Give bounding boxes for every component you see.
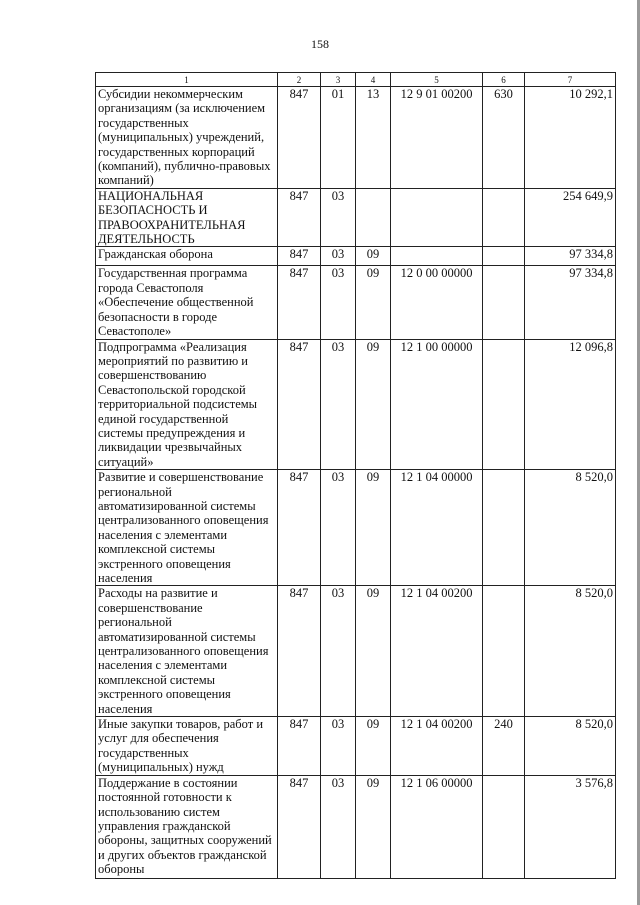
row-code-type <box>483 775 525 878</box>
row-amount: 97 334,8 <box>525 247 616 266</box>
table-row <box>96 470 616 586</box>
table-row <box>96 717 616 776</box>
row-amount: 8 520,0 <box>525 470 616 586</box>
table-row <box>96 266 616 339</box>
row-code-type <box>483 247 525 266</box>
row-code-ved: 847 <box>278 188 321 247</box>
row-code-subsection: 09 <box>356 717 391 776</box>
column-header: 5 <box>391 73 483 87</box>
row-name: Поддержание в состоянии постоянной готовности к использованию систем управления гражданской обороны, защитных сооружений и других объектов гражданской обороны <box>96 775 278 878</box>
table-row <box>96 775 616 878</box>
row-code-target: 12 0 00 00000 <box>391 266 483 339</box>
row-code-ved: 847 <box>278 775 321 878</box>
row-code-target: 12 1 00 00000 <box>391 339 483 470</box>
table-row <box>96 339 616 470</box>
row-code-type: 240 <box>483 717 525 776</box>
row-name: Государственная программа города Севастополя «Обеспечение общественной безопасности в городе Севастополе» <box>96 266 278 339</box>
row-code-ved: 847 <box>278 339 321 470</box>
row-code-type <box>483 586 525 717</box>
row-code-subsection: 09 <box>356 470 391 586</box>
row-code-subsection: 09 <box>356 247 391 266</box>
row-code-target: 12 1 04 00200 <box>391 586 483 717</box>
row-code-target: 12 1 04 00200 <box>391 717 483 776</box>
row-code-type <box>483 188 525 247</box>
row-code-subsection: 09 <box>356 775 391 878</box>
row-amount: 8 520,0 <box>525 717 616 776</box>
row-code-ved: 847 <box>278 87 321 189</box>
budget-table <box>95 72 616 879</box>
row-code-ved: 847 <box>278 266 321 339</box>
column-header: 3 <box>321 73 356 87</box>
row-code-section: 03 <box>321 470 356 586</box>
table-row <box>96 188 616 247</box>
row-code-ved: 847 <box>278 470 321 586</box>
row-name: Развитие и совершенствование региональной автоматизированной системы централизованного оповещения населения с элементами комплексной системы экстренного оповещения населения <box>96 470 278 586</box>
row-amount: 8 520,0 <box>525 586 616 717</box>
row-code-ved: 847 <box>278 586 321 717</box>
row-code-section: 03 <box>321 339 356 470</box>
row-code-type: 630 <box>483 87 525 189</box>
row-code-type <box>483 266 525 339</box>
row-code-target: 12 1 04 00000 <box>391 470 483 586</box>
row-code-section: 03 <box>321 586 356 717</box>
row-code-target <box>391 247 483 266</box>
row-code-target: 12 9 01 00200 <box>391 87 483 189</box>
row-name: Субсидии некоммерческим организациям (за исключением государственных (муниципальных) учреждений, государственных корпораций (компаний), публично-правовых компаний) <box>96 87 278 189</box>
row-code-section: 03 <box>321 717 356 776</box>
row-code-target <box>391 188 483 247</box>
row-code-subsection: 09 <box>356 339 391 470</box>
column-header: 7 <box>525 73 616 87</box>
row-amount: 12 096,8 <box>525 339 616 470</box>
row-code-ved: 847 <box>278 247 321 266</box>
row-code-target: 12 1 06 00000 <box>391 775 483 878</box>
column-header: 2 <box>278 73 321 87</box>
row-code-type <box>483 470 525 586</box>
row-amount: 97 334,8 <box>525 266 616 339</box>
row-name: Расходы на развитие и совершенствование региональной автоматизированной системы централизованного оповещения населения с элементами комплексной системы экстренного оповещения населения <box>96 586 278 717</box>
row-code-subsection: 09 <box>356 266 391 339</box>
row-amount: 254 649,9 <box>525 188 616 247</box>
table-row <box>96 586 616 717</box>
row-code-ved: 847 <box>278 717 321 776</box>
table-row <box>96 87 616 189</box>
row-code-subsection <box>356 188 391 247</box>
row-name: Гражданская оборона <box>96 247 278 266</box>
page-number: 158 <box>311 37 329 51</box>
row-amount: 3 576,8 <box>525 775 616 878</box>
row-name: Подпрограмма «Реализация мероприятий по развитию и совершенствованию Севастопольской городской территориальной подсистемы единой государственной системы предупреждения и ликвидации чрезвычайных ситуаций» <box>96 339 278 470</box>
column-header: 1 <box>96 73 278 87</box>
row-code-subsection: 13 <box>356 87 391 189</box>
row-name: Иные закупки товаров, работ и услуг для обеспечения государственных (муниципальных) нужд <box>96 717 278 776</box>
table-header-row <box>96 73 616 87</box>
column-header: 4 <box>356 73 391 87</box>
row-code-type <box>483 339 525 470</box>
row-code-section: 03 <box>321 775 356 878</box>
row-code-subsection: 09 <box>356 586 391 717</box>
row-code-section: 01 <box>321 87 356 189</box>
row-code-section: 03 <box>321 247 356 266</box>
row-amount: 10 292,1 <box>525 87 616 189</box>
row-code-section: 03 <box>321 266 356 339</box>
row-name: НАЦИОНАЛЬНАЯ БЕЗОПАСНОСТЬ И ПРАВООХРАНИТЕЛЬНАЯ ДЕЯТЕЛЬНОСТЬ <box>96 188 278 247</box>
column-header: 6 <box>483 73 525 87</box>
table-row <box>96 247 616 266</box>
row-code-section: 03 <box>321 188 356 247</box>
